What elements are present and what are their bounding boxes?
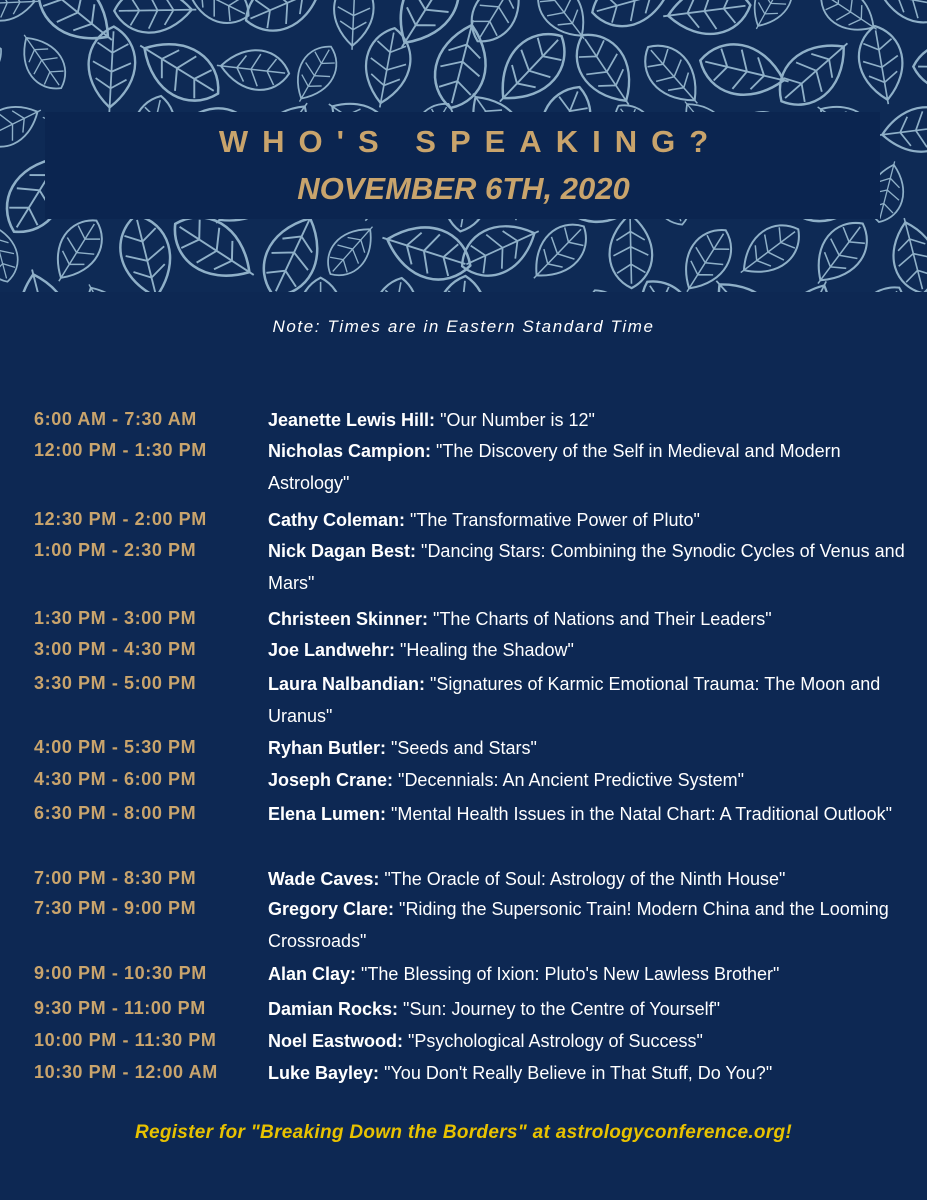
registration-footer: Register for "Breaking Down the Borders" at astrologyconference.org! [134,1122,793,1143]
schedule-time: 1:00 PM - 2:30 PM [34,540,197,560]
schedule-talk [268,603,908,635]
schedule-talk [268,958,908,990]
schedule-talk [268,404,908,436]
schedule-time: 7:00 PM - 8:30 PM [34,868,197,888]
speaker-name: Christeen Skinner: [268,609,429,629]
schedule-time: 7:30 PM - 9:00 PM [34,898,197,918]
talk-title: "The Blessing of Ixion: Pluto's New Lawless Brother" [356,964,780,984]
speaker-name: Cathy Coleman: [268,510,406,530]
speaker-name: Joe Landwehr: [268,640,396,660]
schedule-time: 9:00 PM - 10:30 PM [34,963,207,983]
speaker-name: Ryhan Butler: [268,738,387,758]
schedule-talk [268,1057,908,1089]
speaker-name: Wade Caves: [268,869,380,889]
schedule-time: 4:00 PM - 5:30 PM [34,737,197,757]
speaker-name: Jeanette Lewis Hill: [268,410,436,430]
speaker-name: Damian Rocks: [268,999,399,1019]
talk-title: "Sun: Journey to the Centre of Yourself" [398,999,721,1019]
page-title: WHO'S SPEAKING? [218,124,723,159]
schedule-talk [268,504,908,536]
speaker-name: Laura Nalbandian: [268,674,426,694]
talk-title: "Riding the Supersonic Train! Modern China and the Looming Crossroads" [268,899,889,951]
speaker-name: Gregory Clare: [268,899,395,919]
talk-title: "The Oracle of Soul: Astrology of the Ninth House" [379,869,786,889]
schedule-time: 3:30 PM - 5:00 PM [34,673,197,693]
schedule-time: 6:30 PM - 8:00 PM [34,803,197,823]
talk-title: "You Don't Really Believe in That Stuff, Do You?" [379,1063,773,1083]
talk-title: "Dancing Stars: Combining the Synodic Cycles of Venus and Mars" [268,541,905,593]
talk-title: "Signatures of Karmic Emotional Trauma: The Moon and Uranus" [268,674,881,726]
schedule-talk [268,1025,908,1057]
talk-title: "The Transformative Power of Pluto" [405,510,700,530]
schedule-talk [268,764,908,796]
schedule-time: 12:30 PM - 2:00 PM [34,509,207,529]
talk-title: "Decennials: An Ancient Predictive System" [393,770,744,790]
schedule-time: 9:30 PM - 11:00 PM [34,998,206,1018]
schedule-time: 4:30 PM - 6:00 PM [34,769,197,789]
speaker-name: Noel Eastwood: [268,1031,404,1051]
schedule-talk [268,893,908,957]
schedule-time: 10:30 PM - 12:00 AM [34,1062,218,1082]
schedule-time: 1:30 PM - 3:00 PM [34,608,197,628]
schedule-time: 3:00 PM - 4:30 PM [34,639,197,659]
talk-title: "The Charts of Nations and Their Leaders" [428,609,772,629]
schedule-time: 6:00 AM - 7:30 AM [34,409,197,429]
schedule-talk [268,863,908,895]
speaker-name: Luke Bayley: [268,1063,380,1083]
schedule-talk [268,668,908,732]
talk-title: "The Discovery of the Self in Medieval and Modern Astrology" [268,441,841,493]
schedule-talk [268,634,908,666]
schedule-talk [268,535,908,599]
speaker-name: Elena Lumen: [268,804,387,824]
talk-title: "Seeds and Stars" [386,738,537,758]
talk-title: "Psychological Astrology of Success" [403,1031,703,1051]
schedule-talk [268,798,908,830]
schedule-talk [268,435,908,499]
talk-title: "Healing the Shadow" [395,640,574,660]
timezone-note: Note: Times are in Eastern Standard Time [272,317,655,336]
speaker-name: Nick Dagan Best: [268,541,417,561]
speaker-name: Joseph Crane: [268,770,394,790]
speaker-name: Nicholas Campion: [268,441,432,461]
talk-title: "Our Number is 12" [435,410,595,430]
speaker-name: Alan Clay: [268,964,357,984]
schedule-talk [268,732,908,764]
event-date: NOVEMBER 6TH, 2020 [297,171,630,206]
schedule-time: 10:00 PM - 11:30 PM [34,1030,217,1050]
schedule-talk [268,993,908,1025]
schedule-time: 12:00 PM - 1:30 PM [34,440,207,460]
talk-title: "Mental Health Issues in the Natal Chart: A Traditional Outlook" [386,804,893,824]
